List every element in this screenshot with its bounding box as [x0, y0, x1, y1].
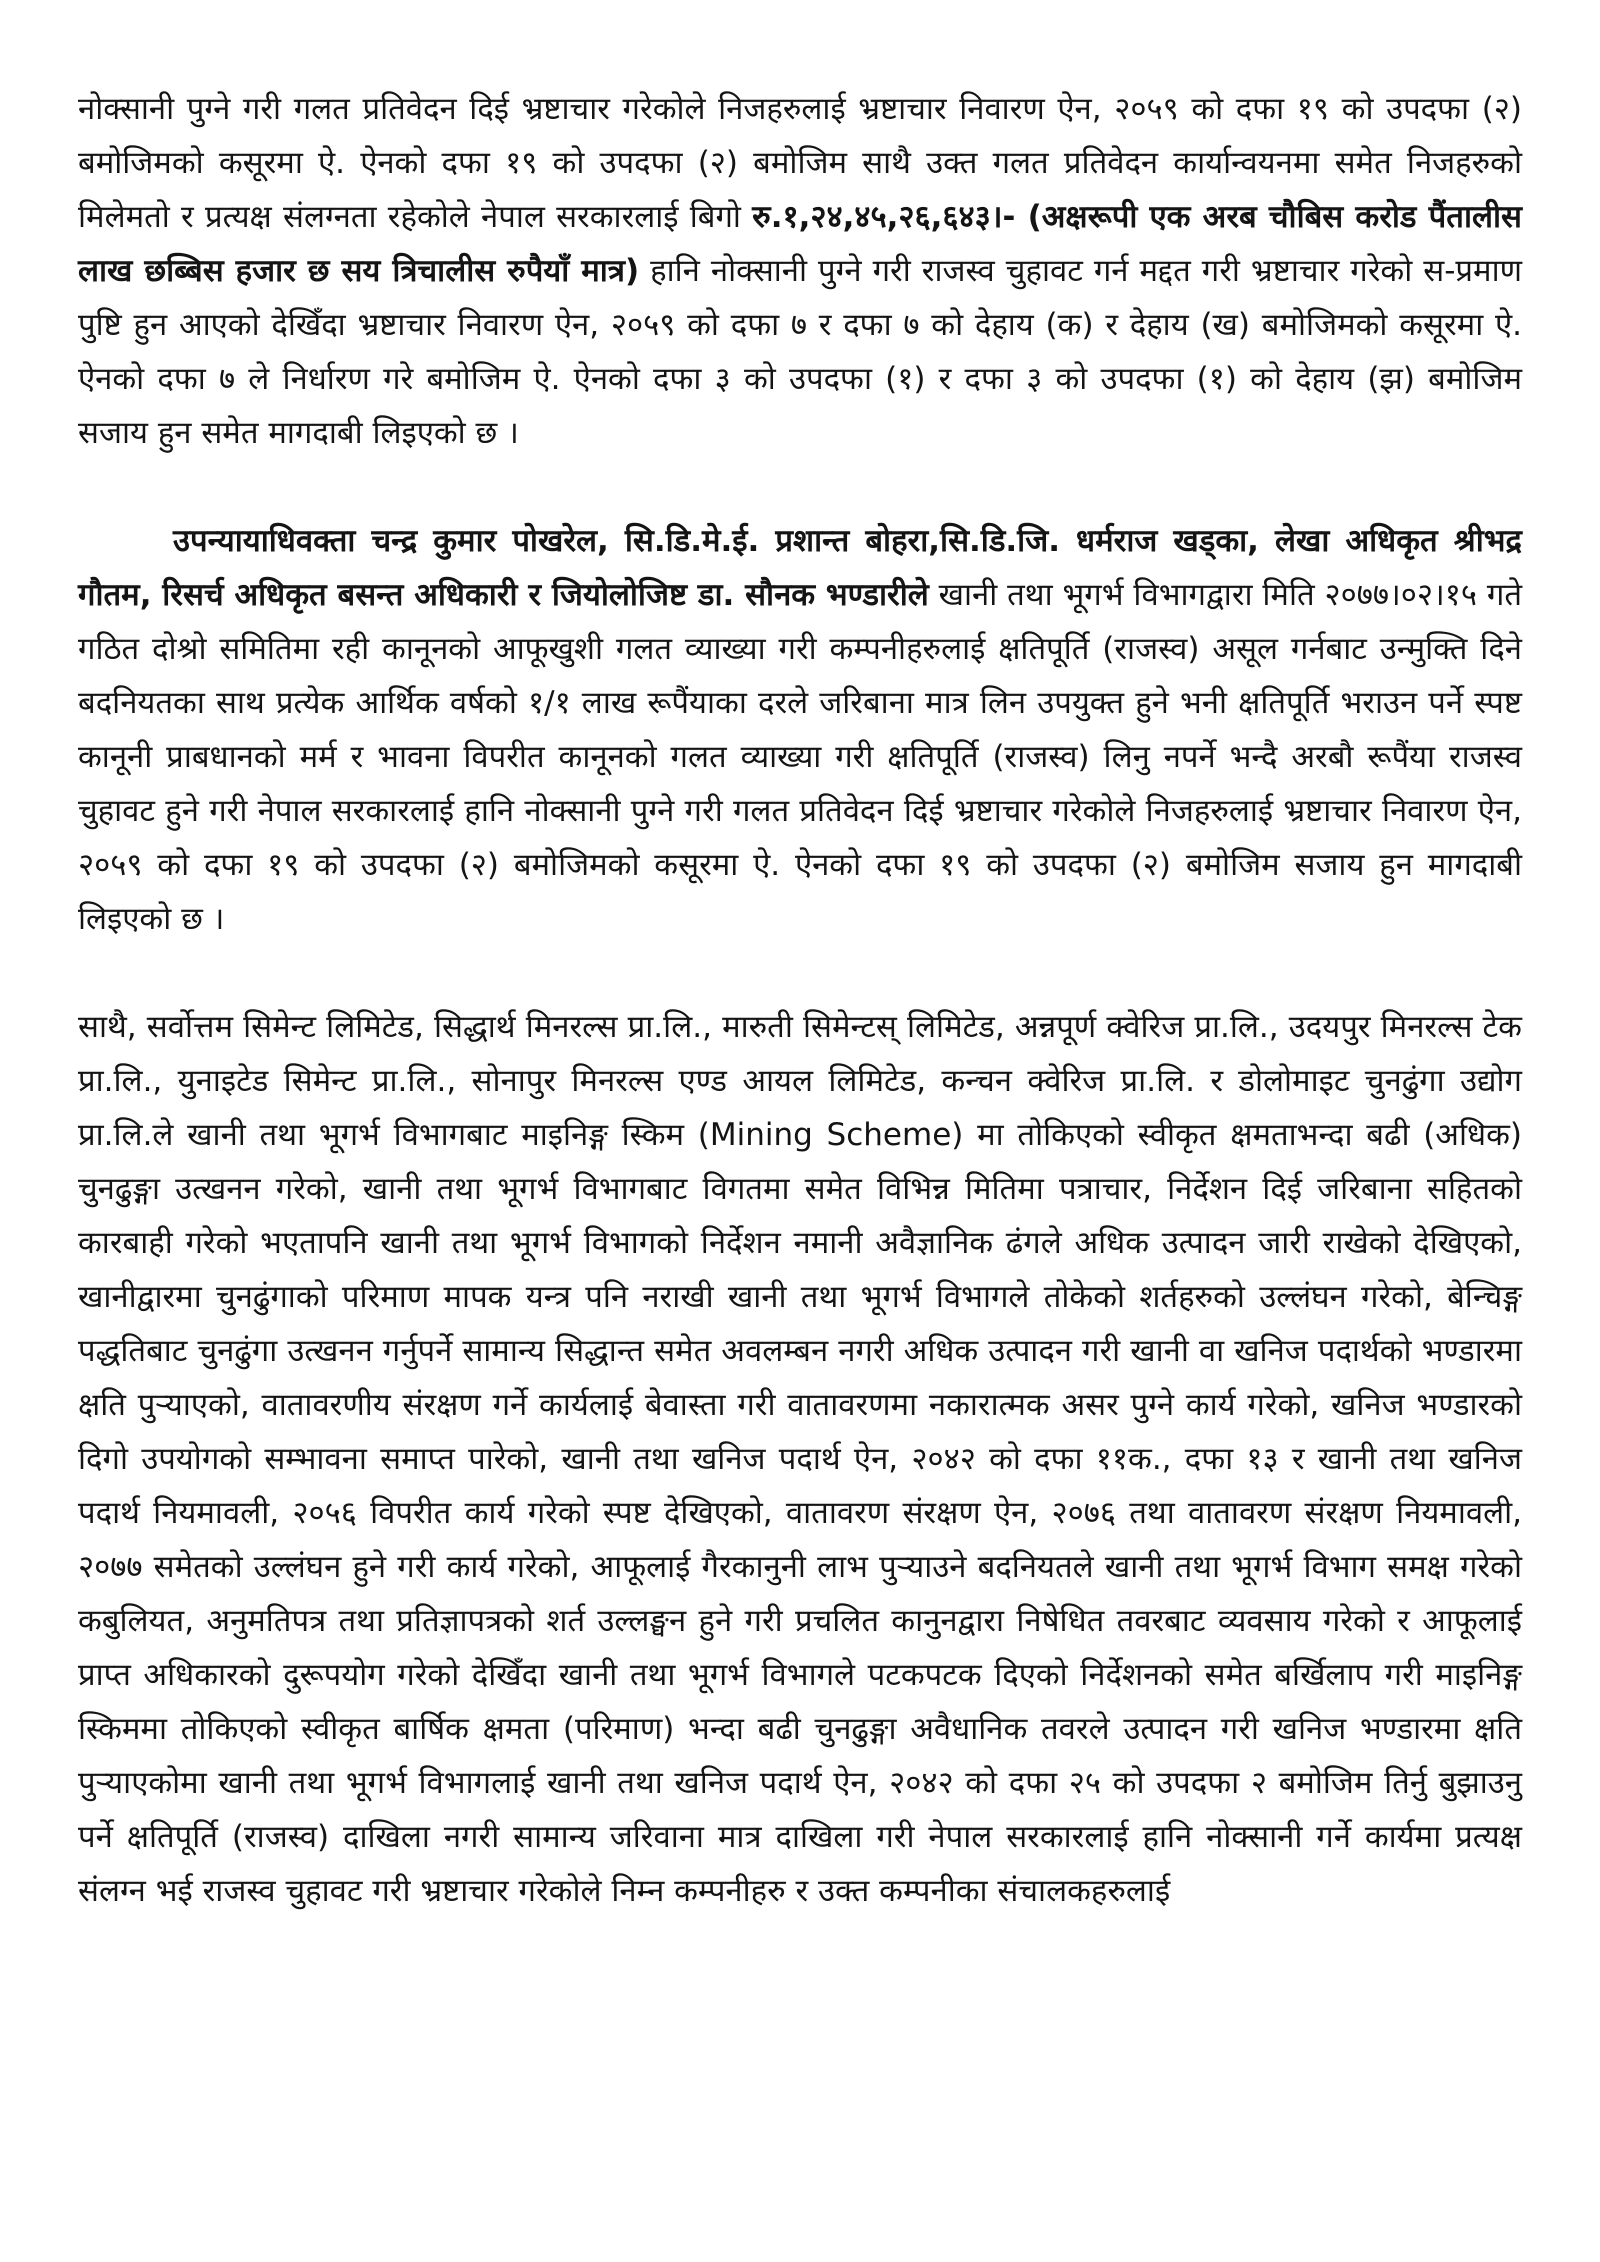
- paragraph-companies-violations: [78, 1000, 1522, 1918]
- body-text: खानी तथा भूगर्भ विभागद्वारा मिति २०७७।०२।१५ गते गठित दोश्रो समितिमा रही कानूनको आफूखुशी गलत व्याख्या गरी कम्पनीहरुलाई क्षतिपूर्ति (राजस्व) असूल गर्नबाट उन्मुक्ति दिने बदनियतका साथ प्रत्येक आर्थिक वर्षको १/१ लाख रूपैंयाका दरले जरिबाना मात्र लिन उपयुक्त हुने भनी क्षतिपूर्ति भराउन पर्ने स्पष्ट कानूनी प्राबधानको मर्म र भावना विपरीत कानूनको गलत व्याख्या गरी क्षतिपूर्ति (राजस्व) लिनु नपर्ने भन्दै अरबौ रूपैंया राजस्व चुहावट हुने गरी नेपाल सरकारलाई हानि नोक्सानी पुग्ने गरी गलत प्रतिवेदन दिई भ्रष्टाचार गरेकोले निजहरुलाई भ्रष्टाचार निवारण ऐन, २०५९ को दफा १९ को उपदफा (२) बमोजिमको कसूरमा ऐ. ऐनको दफा १९ को उपदफा (२) बमोजिम सजाय हुन मागदाबी लिइएको छ ।: [78, 577, 1523, 937]
- paragraph-charge-against-officials: [78, 82, 1522, 460]
- paragraph-committee-members: [78, 514, 1522, 946]
- body-text: हानि नोक्सानी पुग्ने गरी राजस्व चुहावट गर्न मद्दत गरी भ्रष्टाचार गरेको स-प्रमाण पुष्टि हुन आएको देखिँदा भ्रष्टाचार निवारण ऐन, २०५९ को दफा ७ र दफा ७ को देहाय (क) र देहाय (ख) बमोजिमको कसूरमा ऐ. ऐनको दफा ७ ले निर्धारण गरे बमोजिम ऐ. ऐनको दफा ३ को उपदफा (१) र दफा ३ को उपदफा (१) को देहाय (झ) बमोजिम सजाय हुन समेत मागदाबी लिइएको छ ।: [78, 253, 1523, 451]
- body-text: नोक्सानी पुग्ने गरी गलत प्रतिवेदन दिई भ्रष्टाचार गरेकोले निजहरुलाई भ्रष्टाचार निवारण ऐन, २०५९ को दफा १९ को उपदफा (२) बमोजिमको कसूरमा ऐ. ऐनको दफा १९ को उपदफा (२) बमोजिम साथै उक्त गलत प्रतिवेदन कार्यान्वयनमा समेत निजहरुको मिलेमतो र प्रत्यक्ष संलग्नता रहेकोले नेपाल सरकारलाई बिगो: [78, 91, 1522, 235]
- amount-bold-text: रु.१,२४,४५,२६,६४३।- (अक्षरूपी एक अरब चौबिस करोड पैंतालीस लाख छब्बिस हजार छ सय त्रिचालीस रुपैयाँ मात्र): [78, 199, 1522, 289]
- body-text: साथै, सर्वोत्तम सिमेन्ट लिमिटेड, सिद्धार्थ मिनरल्स प्रा.लि., मारुती सिमेन्टस् लिमिटेड, अन्नपूर्ण क्वेरिज प्रा.लि., उदयपुर मिनरल्स टेक प्रा.लि., युनाइटेड सिमेन्ट प्रा.लि., सोनापुर मिनरल्स एण्ड आयल लिमिटेड, कन्चन क्वेरिज प्रा.लि. र डोलोमाइट चुनढुंगा उद्योग प्रा.लि.ले खानी तथा भूगर्भ विभागबाट माइनिङ्ग स्किम (Mining Scheme) मा तोकिएको स्वीकृत क्षमताभन्दा बढी (अधिक) चुनढुङ्गा उत्खनन गरेको, खानी तथा भूगर्भ विभागबाट विगतमा समेत विभिन्न मितिमा पत्राचार, निर्देशन दिई जरिबाना सहितको कारबाही गरेको भएतापनि खानी तथा भूगर्भ विभागको निर्देशन नमानी अवैज्ञानिक ढंगले अधिक उत्पादन जारी राखेको देखिएको, खानीद्वारमा चुनढुंगाको परिमाण मापक यन्त्र पनि नराखी खानी तथा भूगर्भ विभागले तोकेको शर्तहरुको उल्लंघन गरेको, बेन्चिङ्ग पद्धतिबाट चुनढुंगा उत्खनन गर्नुपर्ने सामान्य सिद्धान्त समेत अवलम्बन नगरी अधिक उत्पादन गरी खानी वा खनिज पदार्थको भण्डारमा क्षति पुऱ्याएको, वातावरणीय संरक्षण गर्ने कार्यलाई बेवास्ता गरी वातावरणमा नकारात्मक असर पुग्ने कार्य गरेको, खनिज भण्डारको दिगो उपयोगको सम्भावना समाप्त पारेको, खानी तथा खनिज पदार्थ ऐन, २०४२ को दफा ११क., दफा १३ र खानी तथा खनिज पदार्थ नियमावली, २०५६ विपरीत कार्य गरेको स्पष्ट देखिएको, वातावरण संरक्षण ऐन, २०७६ तथा वातावरण संरक्षण नियमावली, २०७७ समेतको उल्लंघन हुने गरी कार्य गरेको, आफूलाई गैरकानुनी लाभ पुऱ्याउने बदनियतले खानी तथा भूगर्भ विभाग समक्ष गरेको कबुलियत, अनुमतिपत्र तथा प्रतिज्ञापत्रको शर्त उल्लङ्घन हुने गरी प्रचलित कानुनद्वारा निषेधित तवरबाट व्यवसाय गरेको र आफूलाई प्राप्त अधिकारको दुरूपयोग गरेको देखिँदा खानी तथा भूगर्भ विभागले पटकपटक दिएको निर्देशनको समेत बर्खिलाप गरी माइनिङ्ग स्किममा तोकिएको स्वीकृत बार्षिक क्षमता (परिमाण) भन्दा बढी चुनढुङ्गा अवैधानिक तवरले उत्पादन गरी खनिज भण्डारमा क्षति पुऱ्याएकोमा खानी तथा भूगर्भ विभागलाई खानी तथा खनिज पदार्थ ऐन, २०४२ को दफा २५ को उपदफा २ बमोजिम तिर्नु बुझाउनु पर्ने क्षतिपूर्ति (राजस्व) दाखिला नगरी सामान्य जरिवाना मात्र दाखिला गरी नेपाल सरकारलाई हानि नोक्सानी गर्ने कार्यमा प्रत्यक्ष संलग्न भई राजस्व चुहावट गरी भ्रष्टाचार गरेकोले निम्न कम्पनीहरु र उक्त कम्पनीका संचालकहरुलाई: [78, 1009, 1522, 1909]
- officials-names-bold-text: उपन्यायाधिवक्ता चन्द्र कुमार पोखरेल, सि.डि.मे.ई. प्रशान्त बोहरा,सि.डि.जि. धर्मराज खड्का, लेखा अधिकृत श्रीभद्र गौतम, रिसर्च अधिकृत बसन्त अधिकारी र जियोलोजिष्ट डा. सौनक भण्डारीले: [78, 523, 1522, 613]
